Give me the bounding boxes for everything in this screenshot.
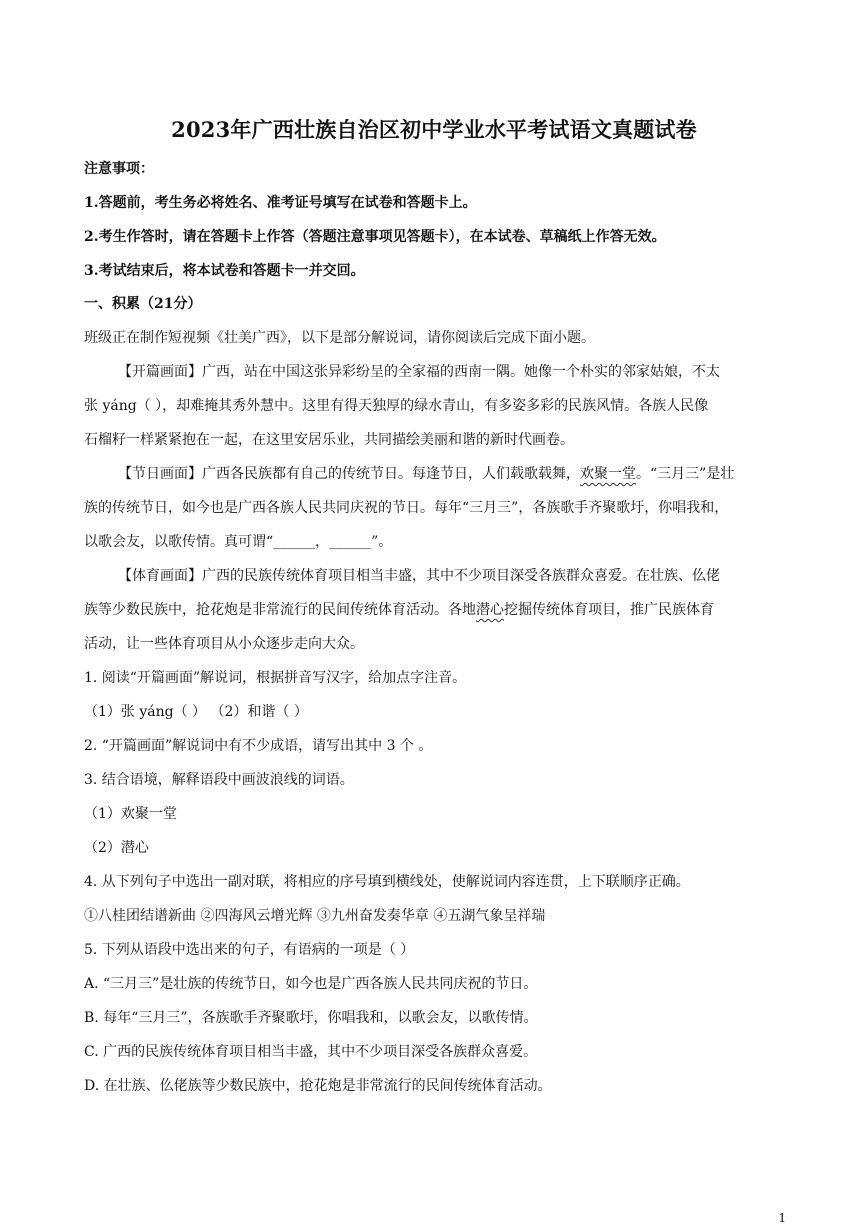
option-c: C. 广西的民族传统体育项目相当丰盛，其中不少项目深受各族群众喜爱。 [84, 1044, 538, 1060]
question-line: 3. 结合语境，解释语段中画波浪线的词语。 [84, 772, 354, 788]
notice-heading: 注意事项： [84, 161, 154, 177]
paragraph-line: 石榴籽一样紧紧抱在一起，在这里安居乐业，共同描绘美丽和谐的新时代画卷。 [84, 432, 574, 448]
notice-item: 1.答题前，考生务必将姓名、准考证号填写在试卷和答题卡上。 [84, 195, 477, 211]
question-line: ①八桂团结谱新曲 ②四海风云增光辉 ③九州奋发奏华章 ④五湖气象呈祥瑞 [84, 908, 546, 924]
option-b: B. 每年“三月三”，各族歌手齐聚歌圩，你唱我和，以歌会友，以歌传情。 [84, 1010, 538, 1026]
notice-item: 3.考试结束后，将本试卷和答题卡一并交回。 [84, 263, 365, 279]
wavy-underlined-word: 欢聚一堂 [580, 466, 636, 482]
question-line: 4. 从下列句子中选出一副对联，将相应的序号填到横线处，使解说词内容连贯，上下联顺序正确。 [84, 874, 690, 890]
option-a: A. “三月三”是壮族的传统节日，如今也是广西各族人民共同庆祝的节日。 [84, 976, 538, 992]
paragraph-line: 张 yáng（ ），却难掩其秀外慧中。这里有得天独厚的绿水青山，有多姿多彩的民族风情。各族人民像 [84, 398, 709, 414]
text-span: 挖掘传统体育项目，推广民族体育 [504, 602, 714, 618]
question-line: （1）欢聚一堂 [84, 806, 177, 822]
paragraph-line: 【开篇画面】广西，站在中国这张异彩纷呈的全家福的西南一隅。她像一个朴实的邻家姑娘，不太 [118, 364, 720, 380]
text-span: 【节日画面】广西各民族都有自己的传统节日。每逢节日，人们载歌载舞， [118, 466, 580, 482]
question-line: 2. “开篇画面”解说词中有不少成语，请写出其中 3 个 。 [84, 738, 433, 754]
paragraph-line: 活动，让一些体育项目从小众逐步走向大众。 [84, 636, 364, 652]
text-span: 族等少数民族中，抢花炮是非常流行的民间传统体育活动。各地 [84, 602, 476, 618]
section-intro: 班级正在制作短视频《壮美广西》，以下是部分解说词，请你阅读后完成下面小题。 [84, 330, 595, 346]
paragraph-line: 族的传统节日，如今也是广西各族人民共同庆祝的节日。每年“三月三”，各族歌手齐聚歌圩，你唱我和， [84, 500, 729, 516]
question-line: 1. 阅读“开篇画面”解说词，根据拼音写汉字，给加点字注音。 [84, 670, 467, 686]
paragraph-line [118, 464, 782, 484]
paragraph-line [84, 600, 782, 620]
paragraph-line: 【体育画面】广西的民族传统体育项目相当丰盛，其中不少项目深受各族群众喜爱。在壮族、仫佬 [118, 568, 720, 584]
notice-item: 2.考生作答时，请在答题卡上作答（答题注意事项见答题卡），在本试卷、草稿纸上作答无效。 [84, 229, 666, 245]
question-line: （2）潜心 [84, 840, 149, 856]
wavy-underlined-word: 潜心 [476, 602, 504, 618]
question-line: 5. 下列从语段中选出来的句子，有语病的一项是（ ） [84, 942, 415, 958]
exam-title: 2023年广西壮族自治区初中学业水平考试语文真题试卷 [171, 117, 697, 142]
question-line: （1）张 yáng（ ） （2）和谐（ ） [84, 704, 308, 720]
text-span: 。“三月三”是壮 [636, 466, 735, 482]
option-d: D. 在壮族、仫佬族等少数民族中，抢花炮是非常流行的民间传统体育活动。 [84, 1078, 552, 1094]
page-number: 1 [778, 1211, 786, 1225]
section-heading: 一、积累（21分） [84, 296, 202, 312]
paragraph-line: 以歌会友，以歌传情。真可谓“______，______”。 [84, 534, 393, 550]
